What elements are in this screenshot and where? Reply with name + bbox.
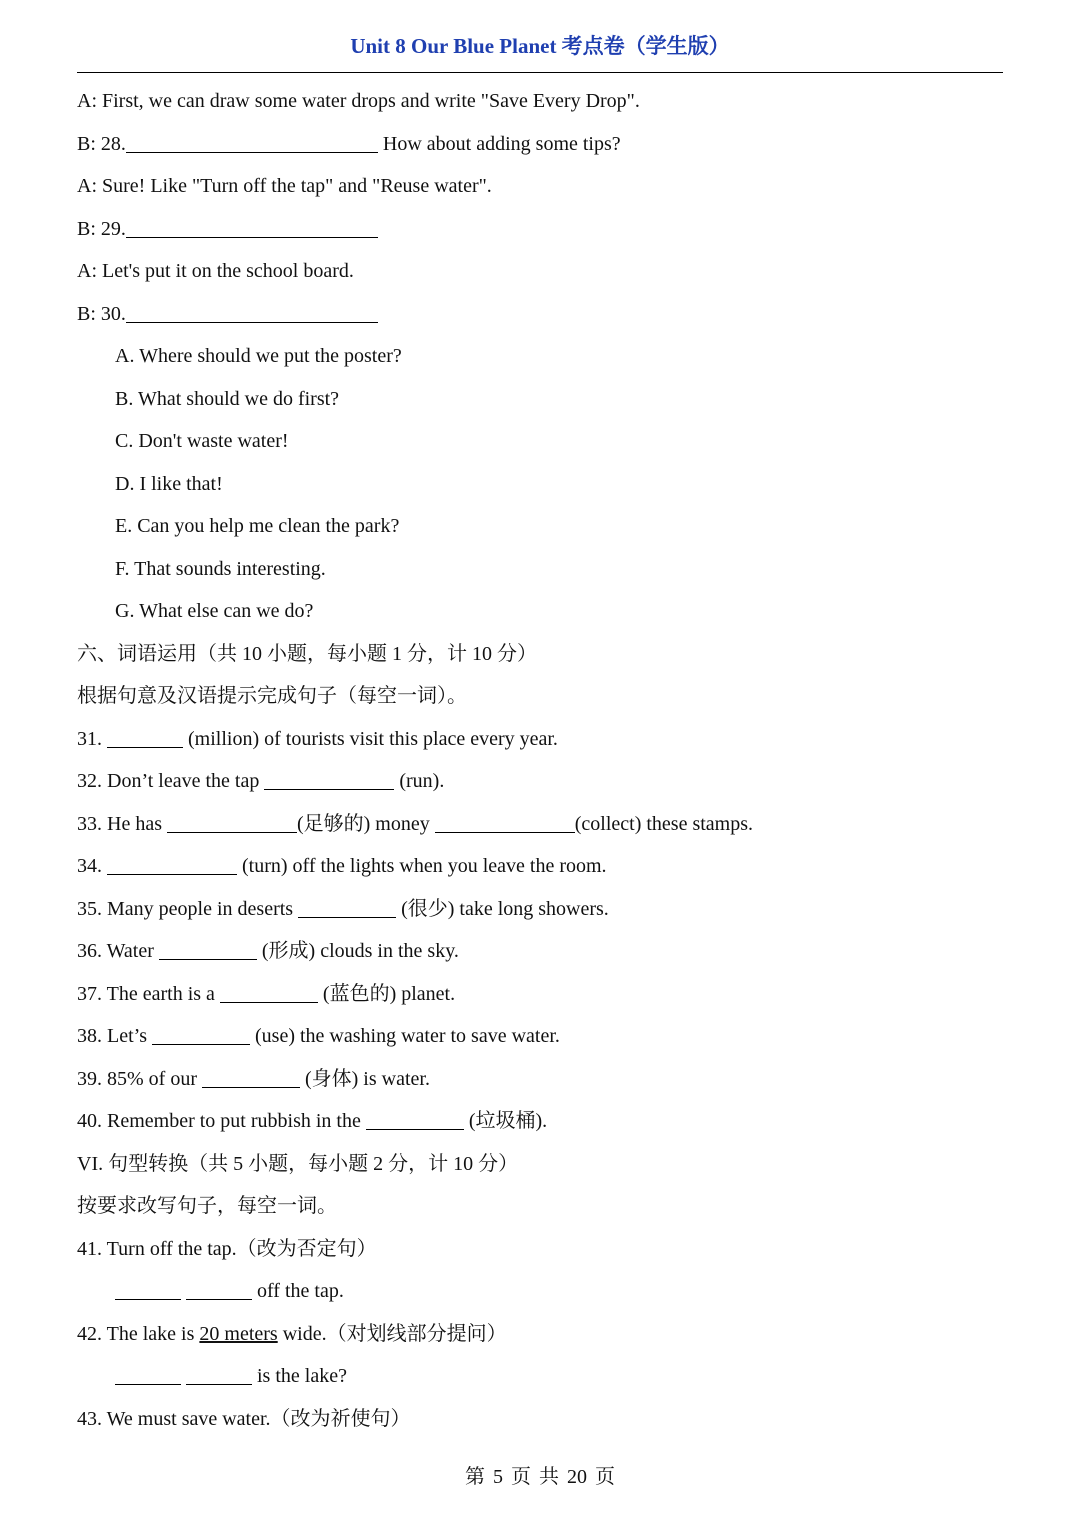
question-text: (use) the washing water to save water. xyxy=(250,1025,560,1047)
question-text: (身体) is water. xyxy=(299,1067,430,1090)
footer-text: 共 xyxy=(539,1466,559,1488)
question-text: 39. 85% of our xyxy=(77,1067,202,1090)
question-text: 32. Don’t leave the tap xyxy=(77,770,265,792)
answer-blank[interactable] xyxy=(186,1364,252,1385)
question-text: (很少) take long showers. xyxy=(396,897,609,920)
answer-blank[interactable] xyxy=(202,1067,300,1088)
dialogue-line: A: First, we can draw some water drops and write "Save Every Drop". xyxy=(77,90,640,112)
page-number: 5 xyxy=(493,1466,503,1488)
question-38 xyxy=(77,1015,1007,1058)
question-40 xyxy=(77,1100,1007,1143)
answer-blank[interactable] xyxy=(366,1109,464,1130)
answer-blank[interactable] xyxy=(152,1024,250,1045)
answer-blank[interactable] xyxy=(115,1279,181,1300)
option-item: F. That sounds interesting. xyxy=(115,557,326,580)
question-35 xyxy=(77,888,1007,931)
question-32 xyxy=(77,760,1007,803)
question-text: (run). xyxy=(394,770,445,792)
question-number: 34. xyxy=(77,855,107,877)
question-text: (垃圾桶). xyxy=(463,1110,548,1132)
dialogue-line xyxy=(77,293,1007,336)
question-31 xyxy=(77,718,1007,761)
question-text: (蓝色的) planet. xyxy=(317,982,456,1005)
option-item: C. Don't waste water! xyxy=(115,430,289,452)
answer-text: off the tap. xyxy=(252,1280,344,1302)
dialogue-line: A: Sure! Like "Turn off the tap" and "Reuse water". xyxy=(77,175,492,197)
question-text: 40. Remember to put rubbish in the xyxy=(77,1110,366,1132)
question-text: 37. The earth is a xyxy=(77,982,220,1005)
answer-blank[interactable] xyxy=(159,939,257,960)
question-text: (turn) off the lights when you leave the room. xyxy=(237,855,607,877)
question-34 xyxy=(77,845,1007,888)
answer-blank[interactable] xyxy=(264,769,394,790)
dialogue-label: B: 30. xyxy=(77,302,126,325)
question-text: 38. Let’s xyxy=(77,1025,152,1047)
answer-blank[interactable] xyxy=(115,1364,181,1385)
answer-blank[interactable] xyxy=(298,897,396,918)
answer-blank[interactable] xyxy=(435,812,575,833)
question-text: (足够的) money xyxy=(296,812,435,835)
question-text: 42. The lake is xyxy=(77,1322,200,1345)
option-item: G. What else can we do? xyxy=(115,600,314,622)
answer-text: is the lake? xyxy=(252,1365,347,1387)
question-43: 43. We must save water.（改为祈使句） xyxy=(77,1407,411,1430)
option-item: B. What should we do first? xyxy=(115,387,340,410)
option-item: D. I like that! xyxy=(115,472,223,495)
answer-blank[interactable] xyxy=(167,812,297,833)
question-37 xyxy=(77,973,1007,1016)
section-instruction: 根据句意及汉语提示完成句子（每空一词）。 xyxy=(77,685,467,707)
question-36 xyxy=(77,930,1007,973)
answer-blank[interactable] xyxy=(126,217,378,238)
question-text: 33. He has xyxy=(77,812,167,835)
question-text: (形成) clouds in the sky. xyxy=(256,940,459,962)
question-42 xyxy=(77,1313,1007,1356)
footer-text: 页 xyxy=(595,1466,615,1488)
question-text: 36. Water xyxy=(77,940,159,962)
total-pages: 20 xyxy=(567,1466,587,1488)
section-title: VI. 句型转换（共 5 小题，每小题 2 分，计 10 分） xyxy=(77,1152,519,1175)
page-content xyxy=(77,80,1007,1440)
dialogue-text: How about adding some tips? xyxy=(377,132,621,155)
answer-blank[interactable] xyxy=(107,854,237,875)
answer-blank[interactable] xyxy=(220,982,318,1003)
question-text: wide.（对划线部分提问） xyxy=(277,1322,507,1345)
question-39 xyxy=(77,1058,1007,1101)
section-instruction: 按要求改写句子，每空一词。 xyxy=(77,1195,337,1217)
question-33 xyxy=(77,803,1007,846)
dialogue-line: A: Let's put it on the school board. xyxy=(77,260,354,282)
page-footer xyxy=(0,1460,1080,1489)
underlined-phrase: 20 meters xyxy=(199,1322,278,1345)
question-number: 31. xyxy=(77,727,107,750)
dialogue-label: B: 29. xyxy=(77,217,126,240)
footer-text: 页 xyxy=(511,1466,531,1488)
footer-text: 第 xyxy=(465,1466,485,1488)
question-text: (collect) these stamps. xyxy=(574,812,754,835)
option-item: A. Where should we put the poster? xyxy=(115,345,402,367)
dialogue-label: B: 28. xyxy=(77,132,126,155)
section-title: 六、词语运用（共 10 小题，每小题 1 分，计 10 分） xyxy=(77,642,537,665)
dialogue-line xyxy=(77,208,1007,251)
question-text: 35. Many people in deserts xyxy=(77,897,299,920)
answer-line-41 xyxy=(77,1270,1007,1313)
answer-blank[interactable] xyxy=(126,132,378,153)
question-41: 41. Turn off the tap.（改为否定句） xyxy=(77,1237,377,1260)
answer-line-42 xyxy=(77,1355,1007,1398)
question-text: (million) of tourists visit this place every year. xyxy=(183,727,558,750)
page-header: Unit 8 Our Blue Planet 考点卷（学生版） xyxy=(350,34,730,58)
answer-blank[interactable] xyxy=(186,1279,252,1300)
option-item: E. Can you help me clean the park? xyxy=(115,515,400,537)
header-rule xyxy=(77,72,1003,73)
answer-blank[interactable] xyxy=(107,727,183,748)
dialogue-line xyxy=(77,123,1007,166)
answer-blank[interactable] xyxy=(126,302,378,323)
